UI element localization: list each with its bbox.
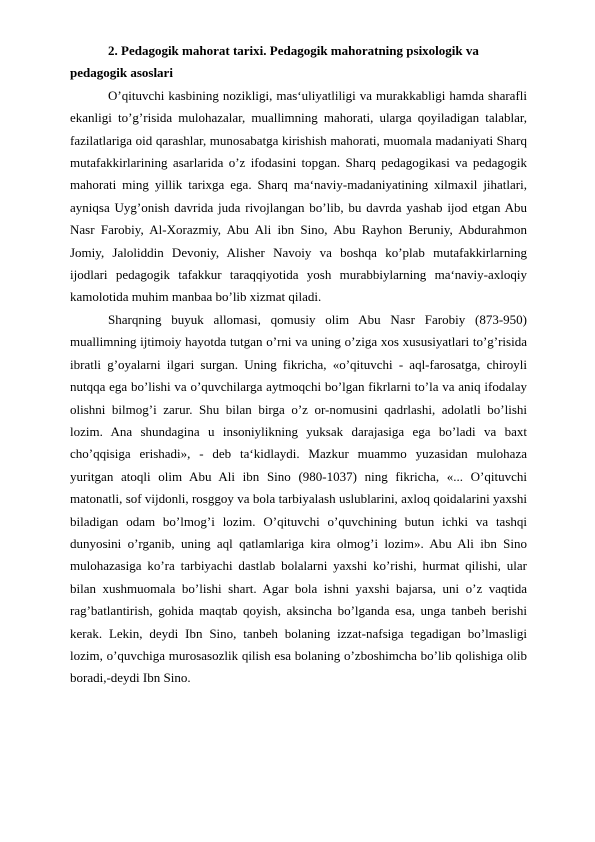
document-page bbox=[70, 40, 527, 690]
section-heading: 2. Pedagogik mahorat tarixi. Pedagogik mahoratning psixologik va pedagogik asoslari bbox=[70, 43, 479, 81]
paragraph-2: Sharqning buyuk allomasi, qomusiy olim Abu Nasr Farobiy (873-950) muallimning ijtimoiy hayotda tutgan o’rni va uning o’ziga xos xususiyatlari to’g’risida ibratli g’oyalarni ilgari surgan. Uning fikricha, «o’qituvchi - aql-farosatga, chiroyli nutqqa ega bo’lishi va o’quvchilarga aytmoqchi bo’lgan fikrlarni to’la va aniq ifodalay olishni bilmog’i zarur. Shu bilan birga o’z or-nomusini qadrlashi, adolatli bo’lishi lozim. Ana shundagina u insoniylikning yuksak darajasiga ega bo’ladi va baxt cho’qqisiga erishadi», - deb ta‘kidlaydi. Mazkur muammo yuzasidan mulohaza yuritgan atoqli olim Abu Ali ibn Sino (980-1037) ning fikricha, «... O’qituvchi matonatli, sof vijdonli, rosggoy va bola tarbiyalash uslublarini, axloq qoidalarini yaxshi biladigan odam bo’lmog’i lozim. O’qituvchi o’quvchining butun ichki va tashqi dunyosini o’rganib, uning aql qatlamlariga kira olmog’i lozim». Abu Ali ibn Sino mulohazasiga ko’ra tarbiyachi dastlab bolalarni yaxshi ko’rishi, hurmat qilishi, ular bilan xushmuomala bo’lishi shart. Agar bola ishni yaxshi bajarsa, uni o’z vaqtida rag’batlantirish, gohida maqtab qoyish, aksincha bo’lganda esa, unga tanbeh berishi kerak. Lekin, deydi Ibn Sino, tanbeh bolaning izzat-nafsiga tegadigan bo’lmasligi lozim, o’quvchiga murosasozlik qilish esa bolaning o’zboshimcha bo’lib qolishiga olib boradi,-deydi Ibn Sino. bbox=[70, 311, 527, 686]
paragraph-1: O’qituvchi kasbining nozikligi, mas‘uliyatliligi va murakkabligi hamda sharafli ekanligi to’g’risida mulohazalar, muallimning mahorati, ularga qoyiladigan talablar, fazilatlariga oid qarashlar, munosabatga kirishish mahorati, muomala madaniyati Sharq mutafakkirlarining asarlarida o’z ifodasini topgan. Sharq pedagogikasi va pedagogik mahorati ming yillik tarixga ega. Sharq ma‘naviy-madaniyatining xilmaxil jihatlari, ayniqsa Uyg’onish davrida juda rivojlangan bo’lib, bu davrda yashab ijod etgan Abu Nasr Farobiy, Al-Xorazmiy, Abu Ali ibn Sino, Abu Rayhon Beruniy, Abdurahmon Jomiy, Jaloliddin Devoniy, Alisher Navoiy va boshqa ko’plab mutafakkirlarning ijodlari pedagogik tafakkur taraqqiyotida yosh murabbiylarning ma‘naviy-axloqiy kamolotida muhim manbaa bo’lib xizmat qiladi. bbox=[70, 87, 527, 305]
